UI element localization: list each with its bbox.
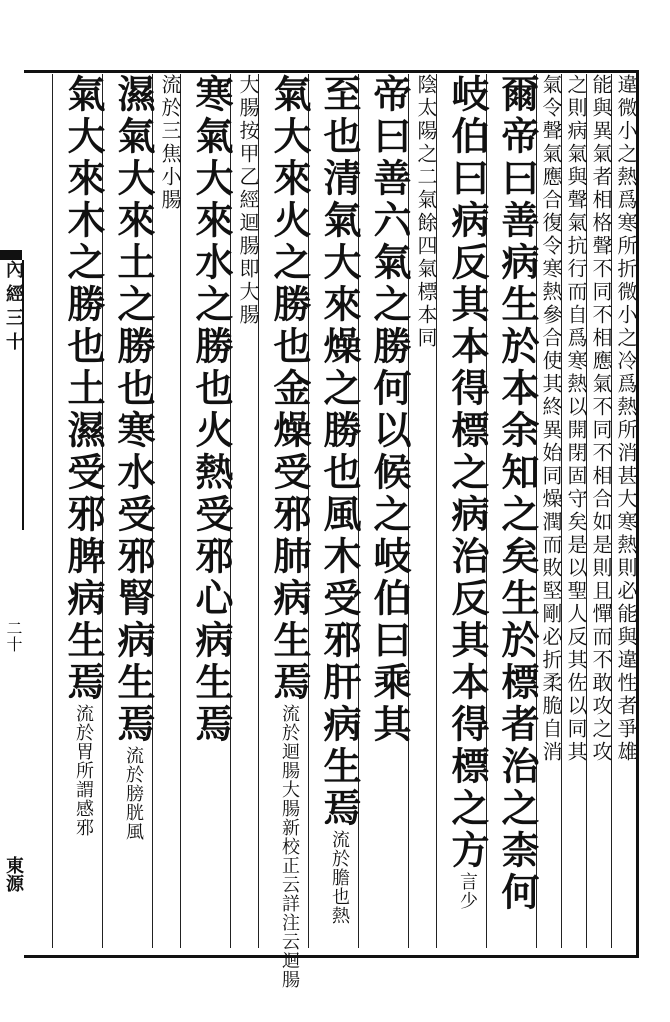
column-text: 爾帝曰善病生於本余知之矣生於標者治之柰何 <box>495 74 540 914</box>
column-text: 陰太陽之二氣餘四氣標本同 <box>414 74 438 350</box>
column-annotation: 流於膽也熱 <box>329 830 350 925</box>
column-rule <box>52 74 53 948</box>
text-column <box>540 74 561 950</box>
text-column <box>262 74 312 989</box>
margin-leaf-number: 二十 <box>4 620 23 652</box>
text-column <box>56 74 106 950</box>
column-text: 能與異氣者相格聲不同不相應氣不同不相合如是則且憚而不敢攻之攻 <box>589 74 613 764</box>
column-annotation: 流於迴腸大腸新校正云詳注云迴腸 <box>279 704 300 989</box>
text-column <box>362 74 412 950</box>
column-text: 氣大來木之勝也土濕受邪脾病生焉 <box>61 74 106 704</box>
column-text: 違微小之熱爲寒所折微小之冷爲熱所消甚大寒熱則必能與違性者爭雄 <box>614 74 638 764</box>
text-column <box>440 74 490 950</box>
margin-publisher: 東源 <box>3 856 24 892</box>
column-text: 氣大來火之勝也金燥受邪肺病生焉 <box>267 74 312 704</box>
margin-title: 內經三十 <box>0 260 24 530</box>
text-column <box>565 74 586 950</box>
text-column <box>184 74 234 950</box>
column-text: 濕氣大來土之勝也寒水受邪腎病生焉 <box>111 74 156 746</box>
column-text: 流於三焦小腸 <box>158 74 182 212</box>
column-text: 帝曰善六氣之勝何以候之岐伯曰乘其 <box>367 74 412 746</box>
column-annotation: 流於膀胱風 <box>123 746 144 841</box>
column-text: 岐伯曰病反其本得標之病治反其本得標之方 <box>445 74 490 872</box>
text-column <box>490 74 540 950</box>
column-annotation: 流於胃所謂感邪 <box>73 704 94 837</box>
text-column <box>312 74 362 950</box>
text-column <box>615 74 636 950</box>
text-column <box>106 74 156 950</box>
text-column <box>412 74 436 950</box>
text-column <box>590 74 611 950</box>
column-text: 寒氣大來水之勝也火熱受邪心病生焉 <box>189 74 234 746</box>
column-text: 至也清氣大來燥之勝也風木受邪肝病生焉 <box>317 74 362 830</box>
column-text: 之則病氣與聲氣抗行而自爲寒熱以開閉固守矣是以聖人反其佐以同其 <box>564 74 588 764</box>
text-column <box>156 74 180 950</box>
column-annotation: 言少 <box>457 872 478 910</box>
margin-black-tab <box>0 250 22 260</box>
column-text: 大腸按甲乙經迴腸即大腸 <box>236 74 260 327</box>
column-text: 氣令聲氣應合復令寒熱參合使其終異始同燥潤而敗堅剛必折柔脆自消 <box>539 74 563 764</box>
text-column <box>234 74 258 950</box>
